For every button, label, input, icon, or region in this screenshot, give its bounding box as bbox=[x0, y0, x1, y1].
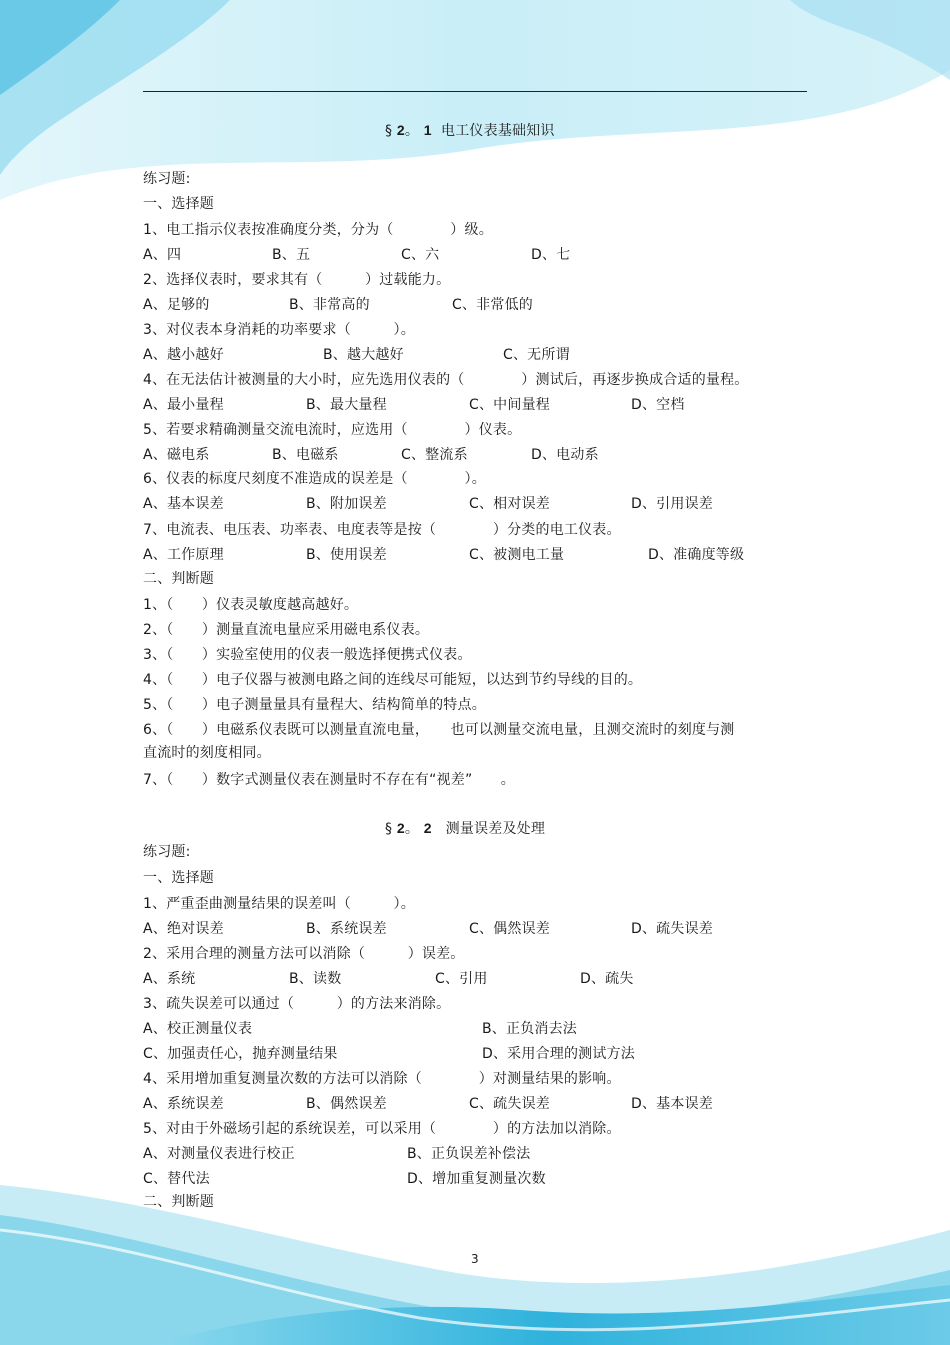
option-b: B、最大量程 bbox=[306, 397, 387, 413]
page-number: 3 bbox=[471, 1252, 479, 1266]
option-a: A、最小量程 bbox=[143, 397, 224, 413]
question-4: 4、采用增加重复测量次数的方法可以消除（ ）对测量结果的影响。 bbox=[143, 1071, 621, 1087]
question-1: 1、电工指示仪表按准确度分类，分为（ ）级。 bbox=[143, 222, 493, 238]
option-a: A、基本误差 bbox=[143, 496, 224, 512]
judge-header: 二、判断题 bbox=[143, 571, 214, 587]
option-d: D、引用误差 bbox=[631, 496, 713, 512]
option-d: D、电动系 bbox=[531, 447, 599, 463]
option-c: C、整流系 bbox=[401, 447, 468, 463]
option-d: D、采用合理的测试方法 bbox=[482, 1046, 635, 1062]
choice-header: 一、选择题 bbox=[143, 870, 214, 886]
question-7: 7、电流表、电压表、功率表、电度表等是按（ ）分类的电工仪表。 bbox=[143, 522, 621, 538]
option-c: C、无所谓 bbox=[503, 347, 570, 363]
option-d: D、疏失误差 bbox=[631, 921, 713, 937]
option-d: D、基本误差 bbox=[631, 1096, 713, 1112]
section-title-2-1: § 2。 1 电工仪表基础知识 bbox=[385, 122, 555, 139]
option-c: C、被测电工量 bbox=[469, 547, 565, 563]
option-a: A、系统误差 bbox=[143, 1096, 224, 1112]
option-d: D、增加重复测量次数 bbox=[407, 1171, 546, 1187]
option-a: A、系统 bbox=[143, 971, 196, 987]
option-d: D、准确度等级 bbox=[648, 547, 745, 563]
question-5: 5、若要求精确测量交流电流时，应选用（ ）仪表。 bbox=[143, 422, 522, 438]
option-a: A、对测量仪表进行校正 bbox=[143, 1146, 295, 1162]
option-c: C、疏失误差 bbox=[469, 1096, 550, 1112]
option-a: A、磁电系 bbox=[143, 447, 210, 463]
question-2: 2、采用合理的测量方法可以消除（ ）误差。 bbox=[143, 946, 465, 962]
judge-item-6-line-2: 直流时的刻度相同。 bbox=[143, 745, 271, 761]
judge-item-7: 7、（ ）数字式测量仪表在测量时不存在有“视差” 。 bbox=[143, 772, 516, 788]
judge-item-5: 5、（ ）电子测量量具有量程大、结构简单的特点。 bbox=[143, 697, 486, 713]
option-b: B、偶然误差 bbox=[306, 1096, 387, 1112]
question-4: 4、在无法估计被测量的大小时，应先选用仪表的（ ）测试后，再逐步换成合适的量程。 bbox=[143, 372, 749, 388]
option-c: C、偶然误差 bbox=[469, 921, 550, 937]
option-b: B、读数 bbox=[289, 971, 342, 987]
judge-item-3: 3、（ ）实验室使用的仪表一般选择便携式仪表。 bbox=[143, 647, 472, 663]
section-title-2-2: § 2。 2 测量误差及处理 bbox=[385, 820, 546, 837]
option-a: A、工作原理 bbox=[143, 547, 224, 563]
option-d: D、疏失 bbox=[580, 971, 634, 987]
option-b: B、电磁系 bbox=[272, 447, 339, 463]
option-a: A、四 bbox=[143, 247, 182, 263]
judge-item-6-line-1: 6、（ ）电磁系仪表既可以测量直流电量， 也可以测量交流电量，且测交流时的刻度与测 bbox=[143, 722, 735, 738]
question-5: 5、对由于外磁场引起的系统误差，可以采用（ ）的方法加以消除。 bbox=[143, 1121, 621, 1137]
judge-item-1: 1、（ ）仪表灵敏度越高越好。 bbox=[143, 597, 359, 613]
option-b: B、正负误差补偿法 bbox=[407, 1146, 531, 1162]
option-b: B、正负消去法 bbox=[482, 1021, 578, 1037]
option-a: A、越小越好 bbox=[143, 347, 224, 363]
option-c: C、加强责任心，抛弃测量结果 bbox=[143, 1046, 338, 1062]
question-1: 1、严重歪曲测量结果的误差叫（ ）。 bbox=[143, 896, 415, 912]
option-b: B、非常高的 bbox=[289, 297, 370, 313]
question-2: 2、选择仪表时，要求其有（ ）过载能力。 bbox=[143, 272, 451, 288]
question-3: 3、对仪表本身消耗的功率要求（ ）。 bbox=[143, 322, 415, 338]
option-c: C、引用 bbox=[435, 971, 488, 987]
choice-header: 一、选择题 bbox=[143, 196, 214, 212]
option-d: D、七 bbox=[531, 247, 571, 263]
option-c: C、非常低的 bbox=[452, 297, 533, 313]
option-b: B、使用误差 bbox=[306, 547, 387, 563]
option-a: A、绝对误差 bbox=[143, 921, 224, 937]
option-b: B、五 bbox=[272, 247, 311, 263]
option-c: C、替代法 bbox=[143, 1171, 210, 1187]
practice-label: 练习题: bbox=[143, 844, 191, 860]
option-d: D、空档 bbox=[631, 397, 685, 413]
option-b: B、系统误差 bbox=[306, 921, 387, 937]
judge-header: 二、判断题 bbox=[143, 1194, 214, 1210]
option-a: A、足够的 bbox=[143, 297, 210, 313]
option-c: C、相对误差 bbox=[469, 496, 550, 512]
judge-item-2: 2、（ ）测量直流电量应采用磁电系仪表。 bbox=[143, 622, 430, 638]
option-c: C、六 bbox=[401, 247, 440, 263]
option-b: B、附加误差 bbox=[306, 496, 387, 512]
question-3: 3、疏失误差可以通过（ ）的方法来消除。 bbox=[143, 996, 451, 1012]
option-b: B、越大越好 bbox=[323, 347, 404, 363]
option-a: A、校正测量仪表 bbox=[143, 1021, 253, 1037]
judge-item-4: 4、（ ）电子仪器与被测电路之间的连线尽可能短，以达到节约导线的目的。 bbox=[143, 672, 643, 688]
question-6: 6、仪表的标度尺刻度不准造成的误差是（ ）。 bbox=[143, 471, 486, 487]
header-rule bbox=[143, 91, 807, 92]
practice-label: 练习题: bbox=[143, 171, 191, 187]
option-c: C、中间量程 bbox=[469, 397, 550, 413]
